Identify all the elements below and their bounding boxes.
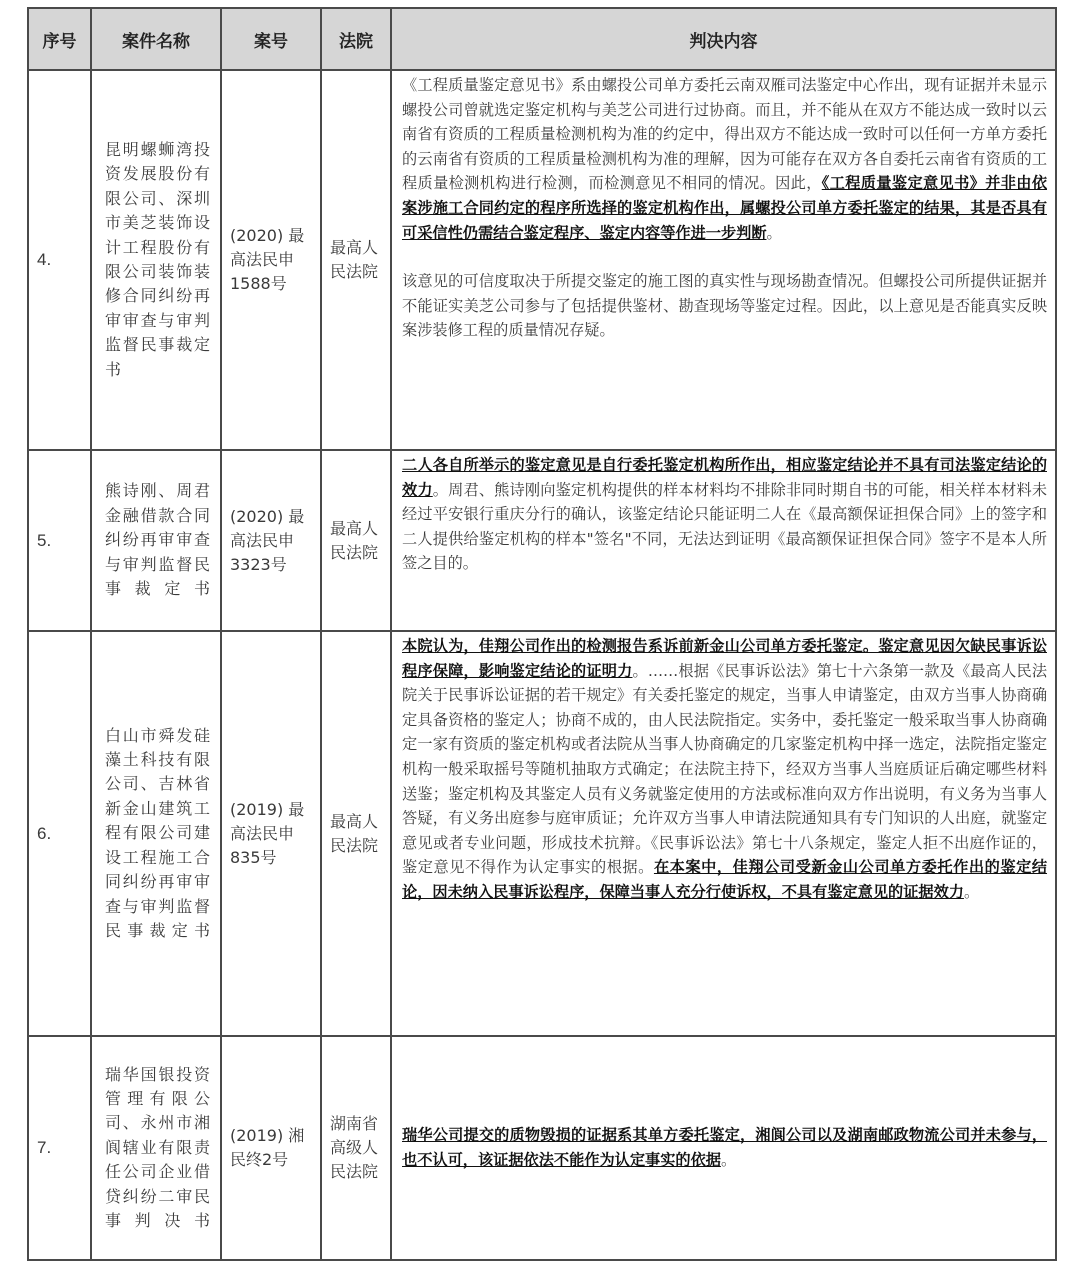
judgment-paragraph: 该意见的可信度取决于所提交鉴定的施工图的真实性与现场勘查情况。但螺投公司所提供证据并不能证实美芝公司参与了包括提供鉴材、勘查现场等鉴定过程。因此，以上意见是否能真实反映案涉装修工程的质量情况存疑。	[402, 272, 1047, 340]
case-name: 瑞华国银投资管理有限公司、永州市湘阆辖业有限责任公司企业借贷纠纷二审民事判决书	[91, 1036, 221, 1260]
judgment-content	[391, 450, 1056, 631]
table-row	[28, 1036, 1056, 1260]
header-no: 序号	[28, 8, 91, 70]
case-name: 白山市舜发硅藻土科技有限公司、吉林省新金山建筑工程有限公司建设工程施工合同纠纷再审审查与审判监督民事裁定书	[91, 631, 221, 1036]
header-case-no: 案号	[221, 8, 321, 70]
row-no: 6.	[28, 631, 91, 1036]
judgment-table	[27, 7, 1057, 1261]
judgment-text: 。	[766, 223, 782, 242]
row-no: 5.	[28, 450, 91, 631]
judgment-paragraph	[402, 634, 1047, 905]
judgment-text: 《工程质量鉴定意见书》系由螺投公司单方委托云南双雁司法鉴定中心作出，现有证据并未显示螺投公司曾就选定鉴定机构与美芝公司进行过协商。而且，并不能从在双方不能达成一致时以云南省有资质的工程质量检测机构为准的约定中，得出双方不能达成一致时可以任何一方单方委托的云南省有资质的工程质量检测机构为准的理解，因为可能存在双方各自委托云南省有资质的工程质量检测机构进行检测，而检测意见不相同的情况。因此，	[402, 76, 1047, 193]
table-row	[28, 70, 1056, 450]
court-name: 最高人民法院	[321, 70, 391, 450]
case-number: (2019) 最高法民申835号	[221, 631, 321, 1036]
table-row	[28, 631, 1056, 1036]
header-court: 法院	[321, 8, 391, 70]
judgment-text: 。	[720, 1151, 737, 1169]
header-row	[28, 8, 1056, 70]
header-content: 判决内容	[391, 8, 1056, 70]
case-name: 昆明螺蛳湾投资发展股份有限公司、深圳市美芝装饰设计工程股份有限公司装饰装修合同纠纷再审审查与审判监督民事裁定书	[91, 70, 221, 450]
judgment-content	[391, 70, 1056, 450]
judgment-text: 。……根据《民事诉讼法》第七十六条第一款及《最高人民法院关于民事诉讼证据的若干规定》有关委托鉴定的规定，当事人申请鉴定，由双方当事人协商确定具备资格的鉴定人；协商不成的，由人民法院指定。实务中，委托鉴定一般采取当事人协商确定一家有资质的鉴定机构或者法院从当事人协商确定的几家鉴定机构中择一选定，法院指定鉴定机构一般采取摇号等随机抽取方式确定；在法院主持下，经双方当事人当庭质证后确定哪些材料送鉴；鉴定机构及其鉴定人员有义务就鉴定使用的方法或标准向双方作出说明，有义务为当事人答疑，有义务出庭参与庭审质证；允许双方当事人申请法院通知具有专门知识的人出庭，就鉴定意见或者专业问题，形成技术抗辩。《民事诉讼法》第七十八条规定，鉴定人拒不出庭作证的，鉴定意见不得作为认定事实的根据。	[402, 661, 1048, 877]
judgment-paragraph	[402, 1123, 1047, 1172]
judgment-paragraph	[402, 73, 1047, 245]
judgment-text: 。	[963, 882, 980, 901]
case-number: (2019) 湘民终2号	[221, 1036, 321, 1260]
judgment-emphasis: 二人各自所举示的鉴定意见是自行委托鉴定机构所作出，相应鉴定结论并不具有司法鉴定结论的效力	[402, 456, 1047, 499]
court-name: 最高人民法院	[321, 631, 391, 1036]
judgment-emphasis: 在本案中，佳翔公司受新金山公司单方委托作出的鉴定结论，因未纳入民事诉讼程序，保障当事人充分行使诉权，不具有鉴定意见的证据效力	[402, 858, 1048, 901]
judgment-text: 。周君、熊诗刚向鉴定机构提供的样本材料均不排除非同时期自书的可能，相关样本材料未经过平安银行重庆分行的确认，该鉴定结论只能证明二人在《最高额保证担保合同》上的签字和二人提供给鉴定机构的样本"签名"不同，无法达到证明《最高额保证担保合同》签字不是本人所签之目的。	[402, 480, 1048, 573]
case-number: (2020) 最高法民申1588号	[221, 70, 321, 450]
case-number: (2020) 最高法民申3323号	[221, 450, 321, 631]
row-no: 7.	[28, 1036, 91, 1260]
court-name: 最高人民法院	[321, 450, 391, 631]
judgment-emphasis: 瑞华公司提交的质物毁损的证据系其单方委托鉴定，湘阆公司以及湖南邮政物流公司并未参与，也不认可，该证据依法不能作为认定事实的依据	[402, 1126, 1047, 1169]
case-name: 熊诗刚、周君金融借款合同纠纷再审审查与审判监督民事裁定书	[91, 450, 221, 631]
judgment-emphasis: 本院认为，佳翔公司作出的检测报告系诉前新金山公司单方委托鉴定。鉴定意见因欠缺民事诉讼程序保障，影响鉴定结论的证明力	[402, 637, 1047, 680]
judgment-content	[391, 631, 1056, 1036]
court-name: 湖南省高级人民法院	[321, 1036, 391, 1260]
header-case-name: 案件名称	[91, 8, 221, 70]
judgment-emphasis: 《工程质量鉴定意见书》并非由依案涉施工合同约定的程序所选择的鉴定机构作出，属螺投公司单方委托鉴定的结果，其是否具有可采信性仍需结合鉴定程序、鉴定内容等作进一步判断	[402, 174, 1048, 242]
judgment-paragraph	[402, 453, 1047, 576]
table-row	[28, 450, 1056, 631]
judgment-content	[391, 1036, 1056, 1260]
row-no: 4.	[28, 70, 91, 450]
